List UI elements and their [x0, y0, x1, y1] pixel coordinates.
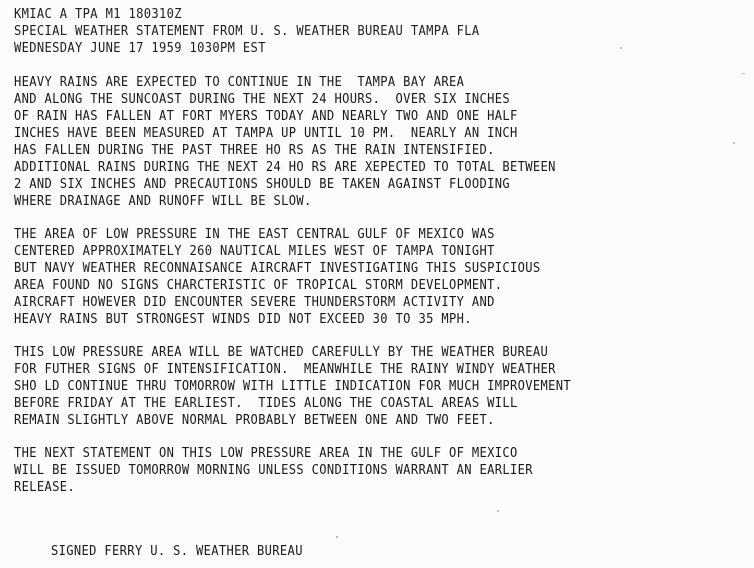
- text-line: HEAVY RAINS BUT STRONGEST WINDS DID NOT EXCEED 30 TO 35 MPH.: [14, 311, 472, 327]
- statement-title-line: SPECIAL WEATHER STATEMENT FROM U. S. WEATHER BUREAU TAMPA FLA: [14, 23, 480, 39]
- text-line: OF RAIN HAS FALLEN AT FORT MYERS TODAY AND NEARLY TWO AND ONE HALF: [14, 108, 518, 124]
- text-line: WILL BE ISSUED TOMORROW MORNING UNLESS CONDITIONS WARRANT AN EARLIER: [14, 462, 533, 478]
- text-line: HAS FALLEN DURING THE PAST THREE HO RS AS THE RAIN INTENSIFIED.: [14, 142, 495, 158]
- text-line: ADDITIONAL RAINS DURING THE NEXT 24 HO RS ARE XEPECTED TO TOTAL BETWEEN: [14, 159, 556, 175]
- text-line: AREA FOUND NO SIGNS CHARCTERISTIC OF TROPICAL STORM DEVELOPMENT.: [14, 277, 503, 293]
- text-line: CENTERED APPROXIMATELY 260 NAUTICAL MILES WEST OF TAMPA TONIGHT: [14, 243, 495, 259]
- text-line: REMAIN SLIGHTLY ABOVE NORMAL PROBABLY BETWEEN ONE AND TWO FEET.: [14, 412, 495, 428]
- paper-speck: [742, 73, 745, 74]
- text-line: RELEASE.: [14, 479, 76, 495]
- text-line: BUT NAVY WEATHER RECONNAISANCE AIRCRAFT INVESTIGATING THIS SUSPICIOUS: [14, 260, 541, 276]
- paper-speck: [497, 510, 499, 512]
- text-line: SHO LD CONTINUE THRU TOMORROW WITH LITTLE INDICATION FOR MUCH IMPROVEMENT: [14, 378, 572, 394]
- text-line: WHERE DRAINAGE AND RUNOFF WILL BE SLOW.: [14, 193, 312, 209]
- text-line: AND ALONG THE SUNCOAST DURING THE NEXT 24 HOURS. OVER SIX INCHES: [14, 91, 511, 107]
- text-line: THE AREA OF LOW PRESSURE IN THE EAST CENTRAL GULF OF MEXICO WAS: [14, 226, 495, 242]
- text-line: BEFORE FRIDAY AT THE EARLIEST. TIDES ALONG THE COASTAL AREAS WILL: [14, 395, 518, 411]
- signature-line: SIGNED FERRY U. S. WEATHER BUREAU: [51, 543, 303, 559]
- text-line: INCHES HAVE BEEN MEASURED AT TAMPA UP UNTIL 10 PM. NEARLY AN INCH: [14, 125, 518, 141]
- transmission-id-line: KMIAC A TPA M1 180310Z: [14, 6, 182, 22]
- paper-speck: [336, 536, 338, 538]
- text-line: FOR FUTHER SIGNS OF INTENSIFICATION. MEANWHILE THE RAINY WINDY WEATHER: [14, 361, 556, 377]
- text-line: HEAVY RAINS ARE EXPECTED TO CONTINUE IN THE TAMPA BAY AREA: [14, 74, 465, 90]
- text-line: THIS LOW PRESSURE AREA WILL BE WATCHED CAREFULLY BY THE WEATHER BUREAU: [14, 344, 549, 360]
- text-line: 2 AND SIX INCHES AND PRECAUTIONS SHOULD BE TAKEN AGAINST FLOODING: [14, 176, 511, 192]
- paper-speck: [733, 142, 735, 144]
- text-line: THE NEXT STATEMENT ON THIS LOW PRESSURE AREA IN THE GULF OF MEXICO: [14, 445, 518, 461]
- text-line: AIRCRAFT HOWEVER DID ENCOUNTER SEVERE THUNDERSTORM ACTIVITY AND: [14, 294, 495, 310]
- paper-speck: [620, 47, 622, 49]
- date-time-line: WEDNESDAY JUNE 17 1959 1030PM EST: [14, 40, 266, 56]
